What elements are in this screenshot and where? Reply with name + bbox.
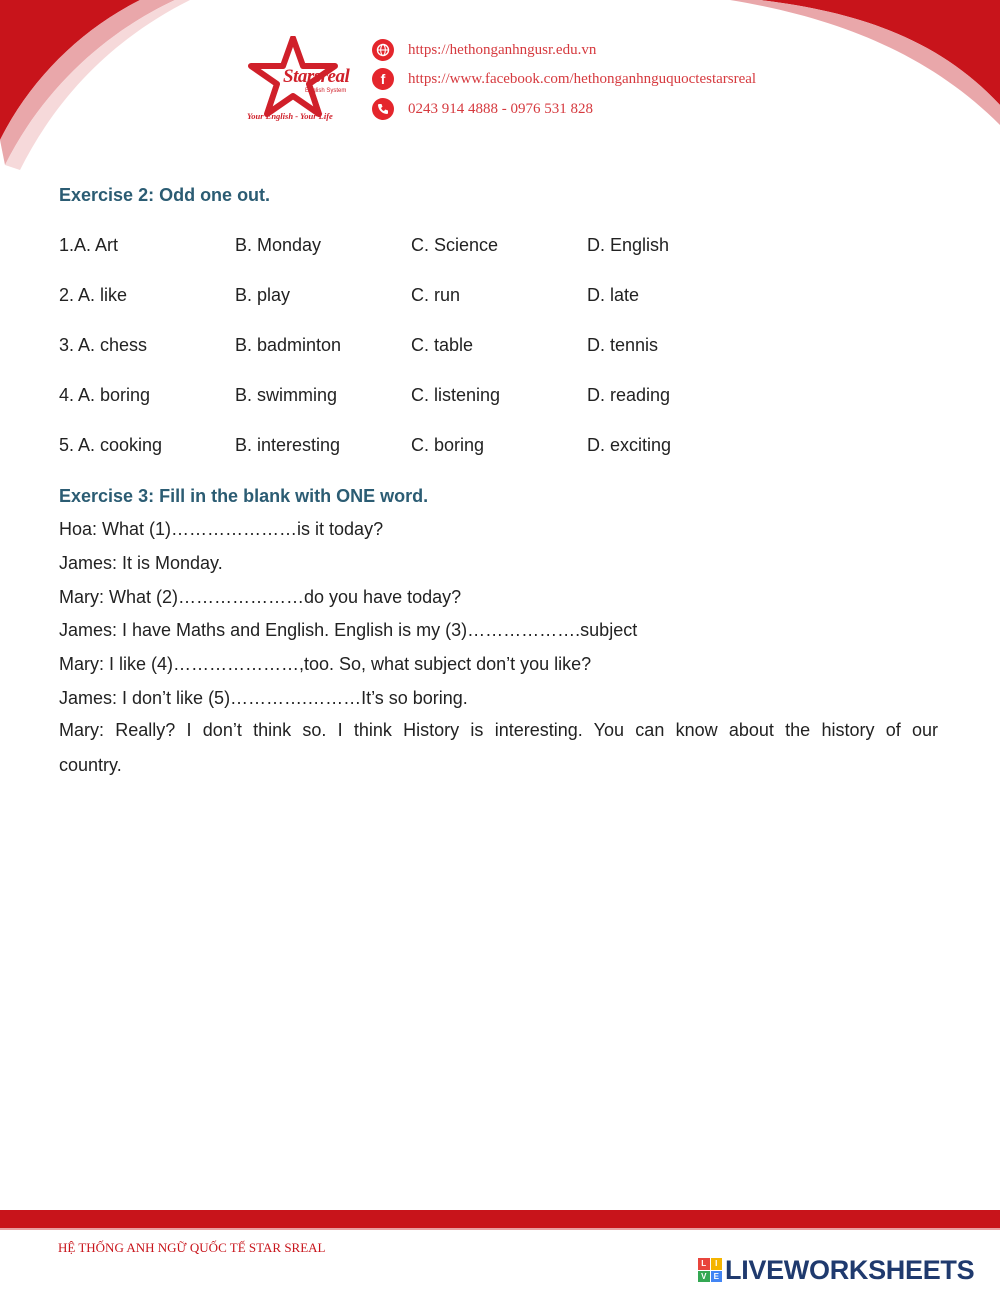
globe-icon bbox=[372, 39, 394, 61]
liveworksheets-text: LIVEWORKSHEETS bbox=[725, 1254, 975, 1285]
contact-website[interactable] bbox=[372, 38, 596, 62]
lw-letter-l: L bbox=[698, 1258, 710, 1270]
option-b: B. badminton bbox=[235, 335, 342, 355]
contact-facebook[interactable] bbox=[372, 67, 756, 91]
option-c: C. listening bbox=[411, 385, 501, 405]
option-c: C. Science bbox=[411, 235, 499, 255]
exercise3-title: Exercise 3: Fill in the blank with ONE word. bbox=[59, 486, 429, 506]
liveworksheets-logo[interactable] bbox=[698, 1256, 974, 1284]
option-d: D. exciting bbox=[587, 435, 672, 455]
option-a: 5. A. cooking bbox=[59, 435, 163, 455]
lw-letter-i: I bbox=[711, 1258, 723, 1270]
footer-divider bbox=[0, 1228, 1000, 1230]
logo-brand-subtitle: English System bbox=[305, 88, 347, 94]
facebook-icon: f bbox=[372, 68, 394, 90]
contact-website-text: https://hethonganhngusr.edu.vn bbox=[408, 41, 597, 58]
option-b: B. play bbox=[235, 285, 291, 305]
option-b: B. swimming bbox=[235, 385, 338, 405]
option-a: 4. A. boring bbox=[59, 385, 151, 405]
footer-bar bbox=[0, 1210, 1000, 1228]
dialogue-line-6: James: I don’t like (5)………….………It’s so boring. bbox=[59, 688, 468, 708]
dialogue-line-2: James: It is Monday. bbox=[59, 553, 223, 573]
lw-letter-v: V bbox=[698, 1271, 710, 1283]
contact-phone-text: 0243 914 4888 - 0976 531 828 bbox=[408, 100, 593, 117]
dialogue-line-3: Mary: What (2)…………………do you have today? bbox=[59, 587, 462, 607]
phone-icon bbox=[372, 98, 394, 120]
option-c: C. table bbox=[411, 335, 474, 355]
dialogue-paragraph-line-1: Mary: Really? I don’t think so. I think History is interesting. You can know about the history of our bbox=[59, 720, 938, 740]
contact-phone[interactable] bbox=[372, 97, 593, 121]
dialogue-line-5: Mary: I like (4)…………………,too. So, what subject don’t you like? bbox=[59, 654, 592, 674]
dialogue-line-1: Hoa: What (1)…………………is it today? bbox=[59, 519, 384, 539]
starsreal-logo bbox=[243, 36, 361, 126]
logo-brand-name: Starsreal bbox=[283, 66, 350, 87]
option-a: 1.A. Art bbox=[59, 235, 119, 255]
option-a: 3. A. chess bbox=[59, 335, 148, 355]
option-d: D. tennis bbox=[587, 335, 659, 355]
dialogue-line-4: James: I have Maths and English. English is my (3)……………….subject bbox=[59, 620, 638, 640]
option-d: D. English bbox=[587, 235, 670, 255]
option-d: D. late bbox=[587, 285, 640, 305]
footer-org-name: HỆ THỐNG ANH NGỮ QUỐC TẾ STAR SREAL bbox=[58, 1240, 326, 1255]
contact-facebook-text: https://www.facebook.com/hethonganhnguquoctestarsreal bbox=[408, 70, 757, 87]
lw-letter-e: E bbox=[711, 1271, 723, 1283]
option-a: 2. A. like bbox=[59, 285, 128, 305]
dialogue-paragraph bbox=[59, 713, 938, 783]
option-b: B. Monday bbox=[235, 235, 322, 255]
option-d: D. reading bbox=[587, 385, 671, 405]
option-c: C. boring bbox=[411, 435, 485, 455]
option-c: C. run bbox=[411, 285, 461, 305]
liveworksheets-icon bbox=[698, 1258, 722, 1282]
dialogue-paragraph-line-2: country. bbox=[59, 755, 122, 775]
option-b: B. interesting bbox=[235, 435, 341, 455]
exercise2-title: Exercise 2: Odd one out. bbox=[59, 185, 271, 205]
logo-slogan: Your English - Your Life bbox=[247, 111, 333, 121]
